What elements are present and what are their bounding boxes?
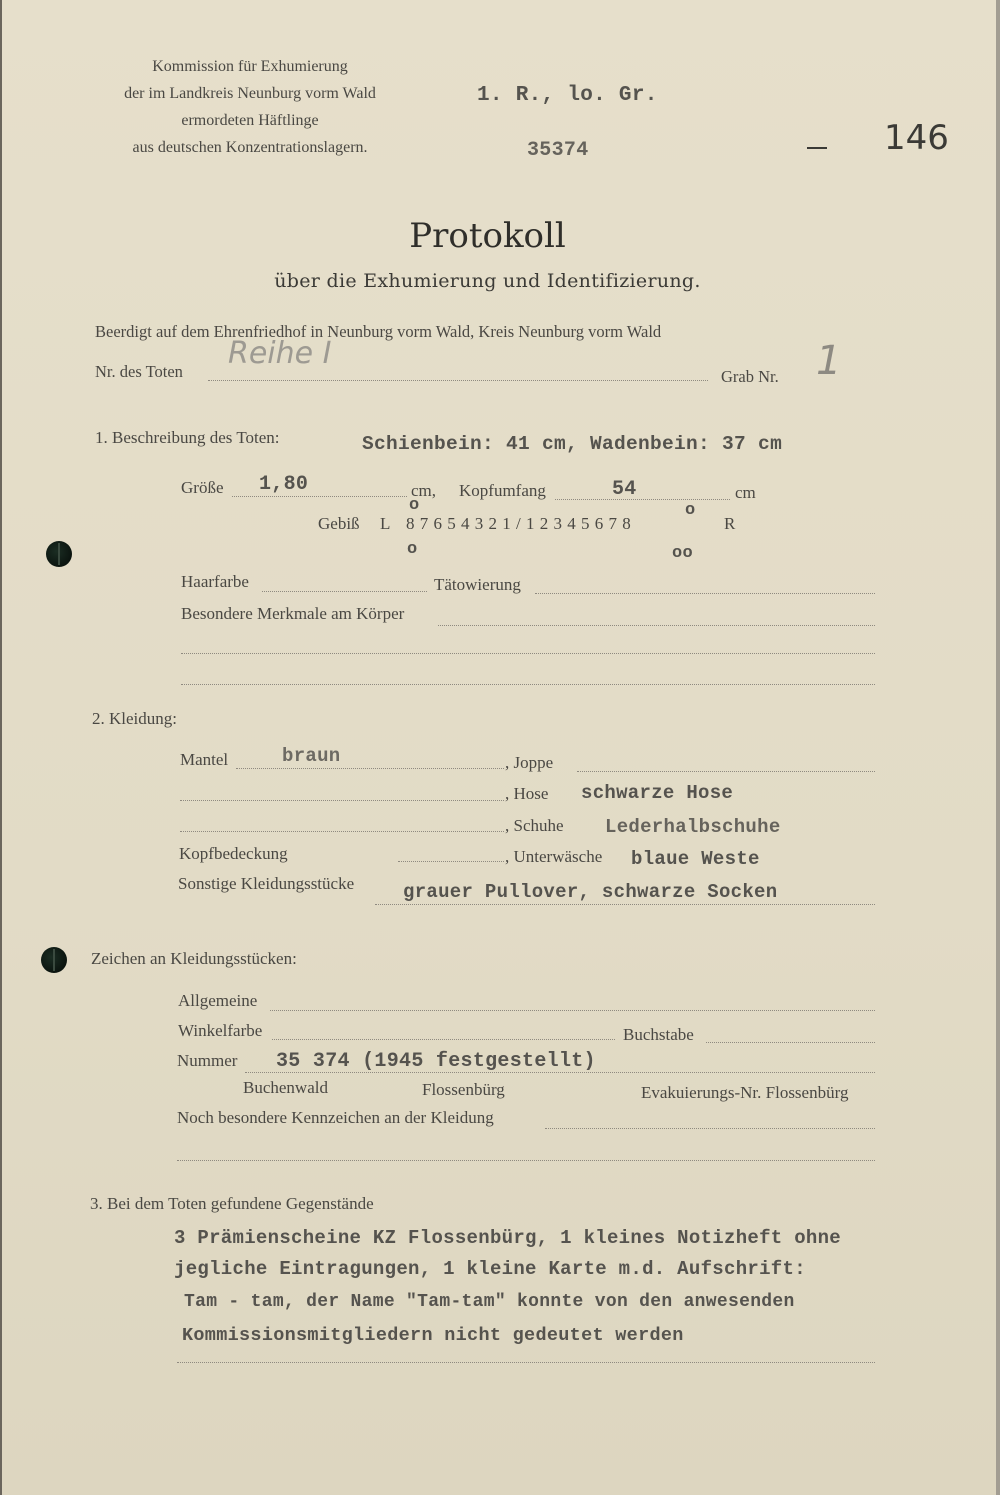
grave-reference: 1. R., lo. Gr.	[477, 84, 658, 107]
prisoner-number-header: 35374	[527, 139, 589, 162]
commission-line-1: Kommission für Exhumierung	[152, 58, 348, 75]
page-number: 146	[884, 118, 949, 158]
head-circumference-unit: cm	[735, 483, 756, 502]
shoes-value: Lederhalbschuhe	[605, 816, 781, 838]
flossenbuerg-label: Flossenbürg	[422, 1080, 505, 1099]
trousers-label: , Hose	[505, 784, 549, 803]
punch-hole-upper	[46, 541, 72, 567]
body-features-line	[438, 625, 875, 626]
hair-color-line	[262, 591, 427, 592]
other-clothing-line	[375, 904, 875, 905]
jacket-line	[577, 771, 875, 772]
teeth-label: Gebiß	[318, 514, 360, 533]
commission-line-4: aus deutschen Konzentrationslagern.	[132, 139, 368, 156]
dead-number-value: Reihe I	[228, 336, 332, 371]
clothing-marks-heading: Zeichen an Kleidungsstücken:	[91, 949, 297, 968]
other-marks-line	[545, 1128, 875, 1129]
coat-value: braun	[282, 745, 341, 767]
trousers-value: schwarze Hose	[581, 782, 734, 804]
section-1-heading: 1. Beschreibung des Toten:	[95, 428, 280, 447]
coat-label: Mantel	[180, 750, 229, 769]
page-edge-right	[996, 0, 1000, 1495]
shoes-label: , Schuhe	[505, 816, 564, 835]
tattoo-line	[535, 593, 875, 594]
punch-hole-lower	[41, 947, 67, 973]
letter-label: Buchstabe	[623, 1025, 694, 1044]
page-title: Protokoll	[409, 216, 566, 256]
head-circumference-label: Kopfumfang	[459, 481, 546, 500]
height-unit: cm,	[411, 481, 437, 500]
underwear-value: blaue Weste	[631, 848, 760, 870]
other-clothing-value: grauer Pullover, schwarze Socken	[403, 881, 778, 903]
clothing-blank-line-2	[180, 831, 504, 832]
dash-mark	[807, 147, 827, 149]
height-value: 1,80	[259, 473, 309, 496]
general-marks-line	[270, 1010, 875, 1011]
height-line	[232, 496, 407, 497]
body-features-label: Besondere Merkmale am Körper	[181, 604, 405, 623]
body-features-line-3	[181, 684, 875, 685]
commission-line-2: der im Landkreis Neunburg vorm Wald	[124, 85, 376, 102]
other-marks-line-2	[177, 1160, 875, 1161]
commission-line-3: ermordeten Häftlinge	[181, 112, 319, 129]
number-line	[245, 1072, 875, 1073]
headwear-line	[398, 861, 504, 862]
grave-number-value: 1	[816, 338, 842, 384]
triangle-color-line	[272, 1039, 615, 1040]
underwear-label: , Unterwäsche	[505, 847, 603, 866]
evacuation-number-label: Evakuierungs-Nr. Flossenbürg	[641, 1083, 849, 1102]
coat-line	[236, 768, 504, 769]
number-value: 35 374 (1945 festgestellt)	[276, 1050, 596, 1073]
general-marks-label: Allgemeine	[178, 991, 258, 1010]
page-subtitle: über die Exhumierung und Identifizierung.	[274, 270, 701, 292]
dead-number-line	[208, 380, 708, 381]
found-items-line-4: Kommissionsmitgliedern nicht gedeutet werden	[182, 1325, 684, 1346]
found-items-line-3: Tam - tam, der Name "Tam-tam" konnte von den anwesenden	[184, 1292, 795, 1312]
triangle-color-label: Winkelfarbe	[178, 1021, 263, 1040]
section-2-heading: 2. Kleidung:	[92, 709, 177, 728]
body-features-line-2	[181, 653, 875, 654]
teeth-mark-top-right: o	[685, 501, 696, 520]
buchenwald-label: Buchenwald	[243, 1078, 328, 1097]
teeth-mark-bottom-left: o	[407, 540, 418, 559]
number-label: Nummer	[177, 1051, 238, 1070]
height-label: Größe	[181, 478, 224, 497]
clothing-blank-line-1	[180, 800, 504, 801]
section-3-heading: 3. Bei dem Toten gefundene Gegenstände	[90, 1194, 374, 1213]
tattoo-label: Tätowierung	[434, 575, 521, 594]
found-items-line-2: jegliche Eintragungen, 1 kleine Karte m.d. Aufschrift:	[174, 1258, 806, 1280]
jacket-label: , Joppe	[505, 753, 554, 772]
teeth-mark-bottom-right: oo	[672, 544, 694, 563]
dead-number-label: Nr. des Toten	[95, 362, 183, 381]
found-items-line-5	[177, 1362, 875, 1363]
other-marks-label: Noch besondere Kennzeichen an der Kleidung	[177, 1108, 494, 1127]
burial-place-line: Beerdigt auf dem Ehrenfriedhof in Neunburg vorm Wald, Kreis Neunburg vorm Wald	[95, 322, 662, 341]
letter-line	[706, 1042, 875, 1043]
teeth-left-marker: L	[380, 514, 391, 533]
teeth-chart: 8 7 6 5 4 3 2 1 / 1 2 3 4 5 6 7 8	[406, 514, 632, 533]
teeth-right-marker: R	[724, 514, 736, 533]
head-circumference-line	[555, 499, 730, 500]
hair-color-label: Haarfarbe	[181, 572, 249, 591]
other-clothing-label: Sonstige Kleidungsstücke	[178, 874, 355, 893]
bone-measurements: Schienbein: 41 cm, Wadenbein: 37 cm	[362, 433, 783, 455]
teeth-mark-top-left: o	[409, 496, 420, 515]
headwear-label: Kopfbedeckung	[179, 844, 288, 863]
grave-number-label: Grab Nr.	[721, 367, 779, 386]
found-items-line-1: 3 Prämienscheine KZ Flossenbürg, 1 kleines Notizheft ohne	[174, 1227, 842, 1249]
head-circumference-value: 54	[612, 478, 637, 501]
